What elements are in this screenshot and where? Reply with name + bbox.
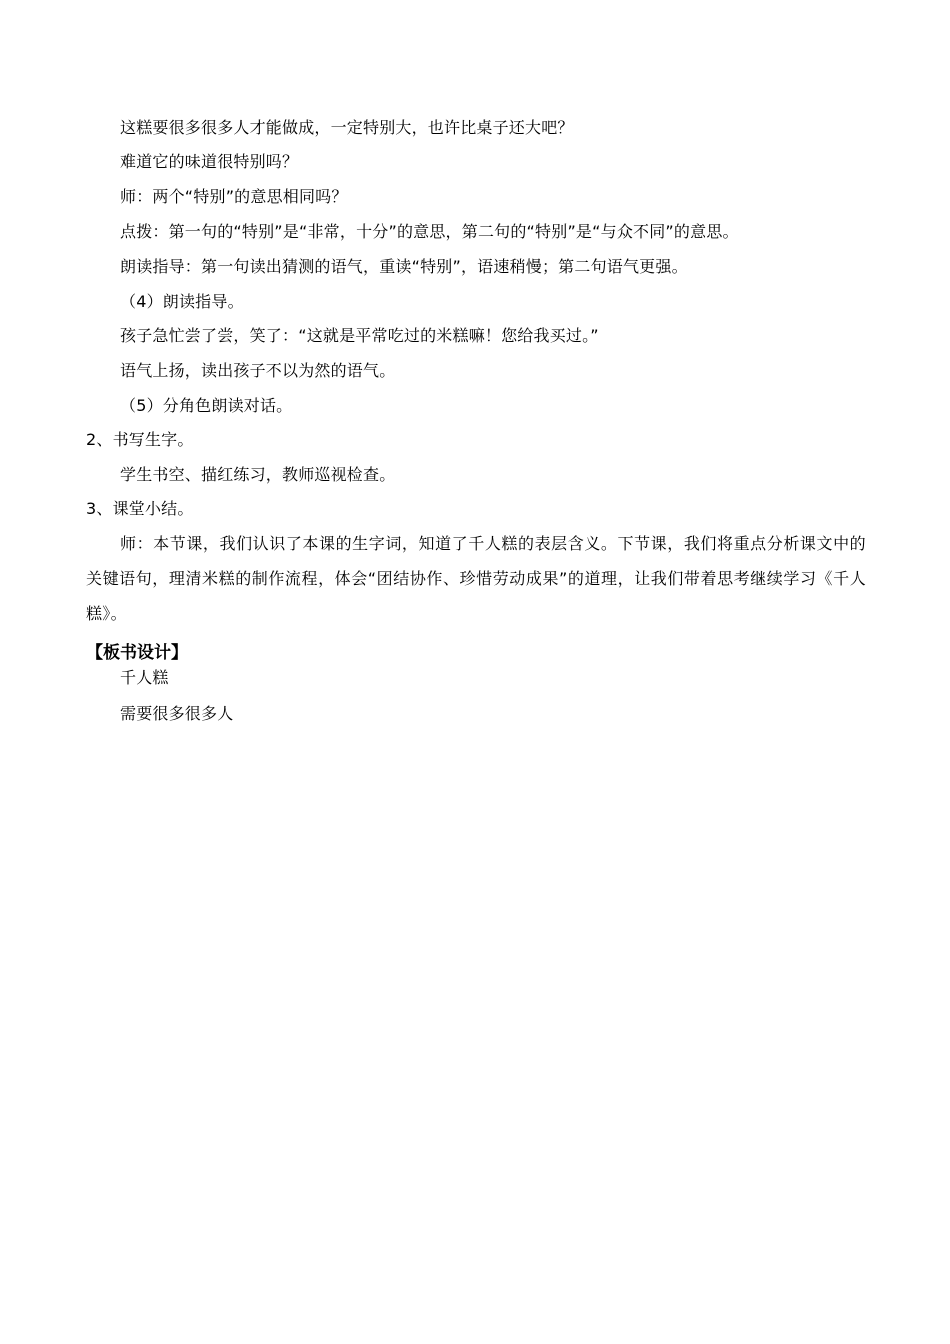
board-line: 千人糕 <box>120 668 169 687</box>
text-line: 点拨：第一句的“特别”是“非常，十分”的意思，第二句的“特别”是“与众不同”的意思。 <box>120 222 739 241</box>
text-line: 学生书空、描红练习，教师巡视检查。 <box>120 465 396 484</box>
text-line: 这糕要很多很多人才能做成，一定特别大，也许比桌子还大吧？ <box>120 118 574 137</box>
text-line: 师：两个“特别”的意思相同吗？ <box>120 187 348 206</box>
section-heading: 3、课堂小结。 <box>86 499 194 518</box>
text-line: 难道它的味道很特别吗？ <box>120 152 299 171</box>
text-line: 语气上扬，读出孩子不以为然的语气。 <box>120 361 396 380</box>
board-line: 需要很多很多人 <box>120 704 234 723</box>
text-line: （4）朗读指导。 <box>120 292 244 311</box>
text-line: （5）分角色朗读对话。 <box>120 396 293 415</box>
board-design-heading: 【板书设计】 <box>86 643 188 663</box>
text-line: 孩子急忙尝了尝，笑了：“这就是平常吃过的米糕嘛！您给我买过。” <box>120 326 599 345</box>
summary-paragraph: 师：本节课，我们认识了本课的生字词，知道了千人糕的表层含义。下节课，我们将重点分析课文中的关键语句，理清米糕的制作流程，体会“团结协作、珍惜劳动成果”的道理，让我们带着思考继续学习《千人糕》。 <box>86 534 866 623</box>
text-line: 朗读指导：第一句读出猜测的语气，重读“特别”，语速稍慢；第二句语气更强。 <box>120 257 688 276</box>
section-heading: 2、书写生字。 <box>86 430 194 449</box>
